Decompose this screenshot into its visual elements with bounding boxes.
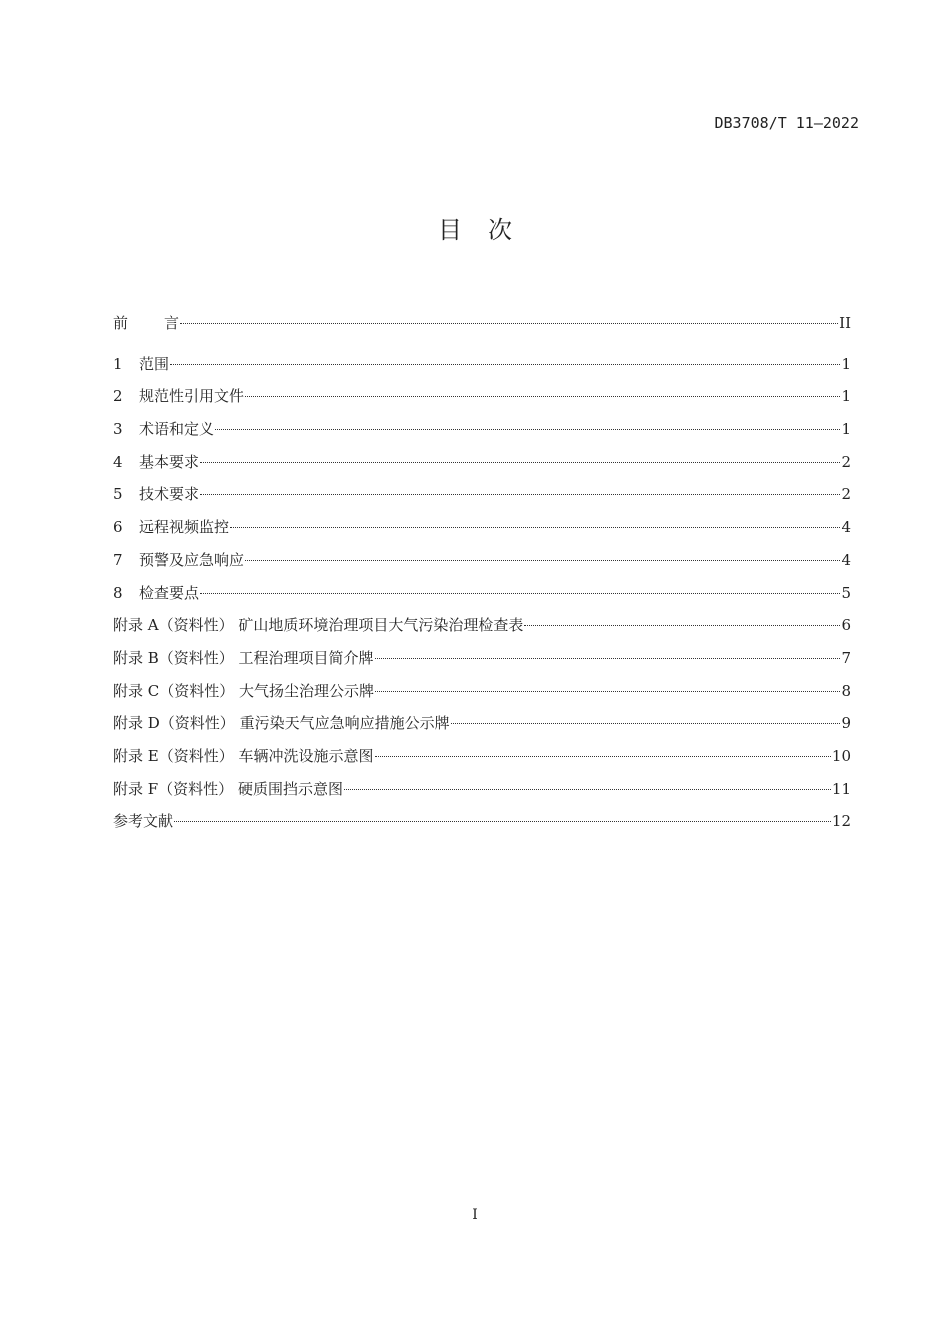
toc-label: 前 言 [113,314,180,332]
toc-page: 9 [841,714,851,733]
dot-leader [230,527,840,528]
toc-entry-section[interactable] [113,385,851,418]
toc-page: 11 [831,779,851,798]
toc-entry-section[interactable] [113,451,851,484]
toc-page: 1 [841,387,851,406]
dot-leader [245,560,840,561]
toc-number: 1 [113,354,123,373]
toc-label: 远程视频监控 [139,518,230,537]
toc-page: 1 [841,354,851,373]
page-number: I [472,1207,478,1223]
toc-entry-appendix[interactable] [113,778,851,811]
table-of-contents [113,312,851,843]
dot-leader [200,494,840,495]
dot-leader [180,323,838,324]
toc-entry-references[interactable] [113,810,851,843]
toc-label: 参考文献 [113,812,174,831]
dot-leader [375,658,841,659]
toc-page: 7 [841,648,851,667]
toc-label: 附录 C（资料性） 大气扬尘治理公示牌 [113,681,375,700]
toc-label: 附录 F（资料性） 硬质围挡示意图 [113,779,343,798]
dot-leader [245,396,840,397]
toc-label: 范围 [139,354,170,373]
dot-leader [451,723,841,724]
toc-label: 术语和定义 [139,420,215,439]
toc-label: 规范性引用文件 [139,387,245,406]
dot-leader [200,593,840,594]
dot-leader [174,821,831,822]
toc-label: 检查要点 [139,583,200,602]
toc-page: 12 [831,812,851,831]
toc-label: 附录 D（资料性） 重污染天气应急响应措施公示牌 [113,714,450,733]
toc-number: 6 [113,518,123,537]
toc-entry-section[interactable] [113,582,851,615]
dot-leader [215,429,840,430]
toc-label: 附录 B（资料性） 工程治理项目简介牌 [113,648,374,667]
toc-entry-section[interactable] [113,516,851,549]
toc-page: 10 [831,746,851,765]
toc-number: 8 [113,583,123,602]
toc-label: 附录 E（资料性） 车辆冲洗设施示意图 [113,746,374,765]
toc-page: 6 [841,616,851,635]
toc-page: II [839,314,851,332]
toc-entry-section[interactable] [113,483,851,516]
toc-page: 4 [841,518,851,537]
dot-leader [344,789,831,790]
document-code: DB3708/T 11—2022 [714,114,859,132]
toc-label: 技术要求 [139,485,200,504]
dot-leader [375,691,840,692]
toc-number: 4 [113,452,123,471]
toc-page: 2 [841,452,851,471]
toc-entry-appendix[interactable] [113,647,851,680]
toc-entry-section[interactable] [113,418,851,451]
toc-entry-appendix[interactable] [113,680,851,713]
toc-page: 4 [841,550,851,569]
toc-entry-appendix[interactable] [113,745,851,778]
page-title: 目次 [438,216,538,244]
dot-leader [375,756,831,757]
toc-entry-appendix[interactable] [113,614,851,647]
toc-label: 预警及应急响应 [139,550,245,569]
toc-number: 3 [113,420,123,439]
toc-entry-appendix[interactable] [113,712,851,745]
dot-leader [524,625,840,626]
toc-number: 2 [113,387,123,406]
toc-label: 附录 A（资料性） 矿山地质环境治理项目大气污染治理检查表 [113,616,524,635]
dot-leader [170,364,840,365]
toc-entry-section[interactable] [113,549,851,582]
toc-page: 8 [841,681,851,700]
dot-leader [200,462,840,463]
toc-number: 7 [113,550,123,569]
toc-entry-preface[interactable] [113,312,851,345]
toc-page: 5 [841,583,851,602]
toc-number: 5 [113,485,123,504]
toc-entry-section[interactable] [113,353,851,386]
toc-label: 基本要求 [139,452,200,471]
toc-page: 2 [841,485,851,504]
toc-page: 1 [841,420,851,439]
